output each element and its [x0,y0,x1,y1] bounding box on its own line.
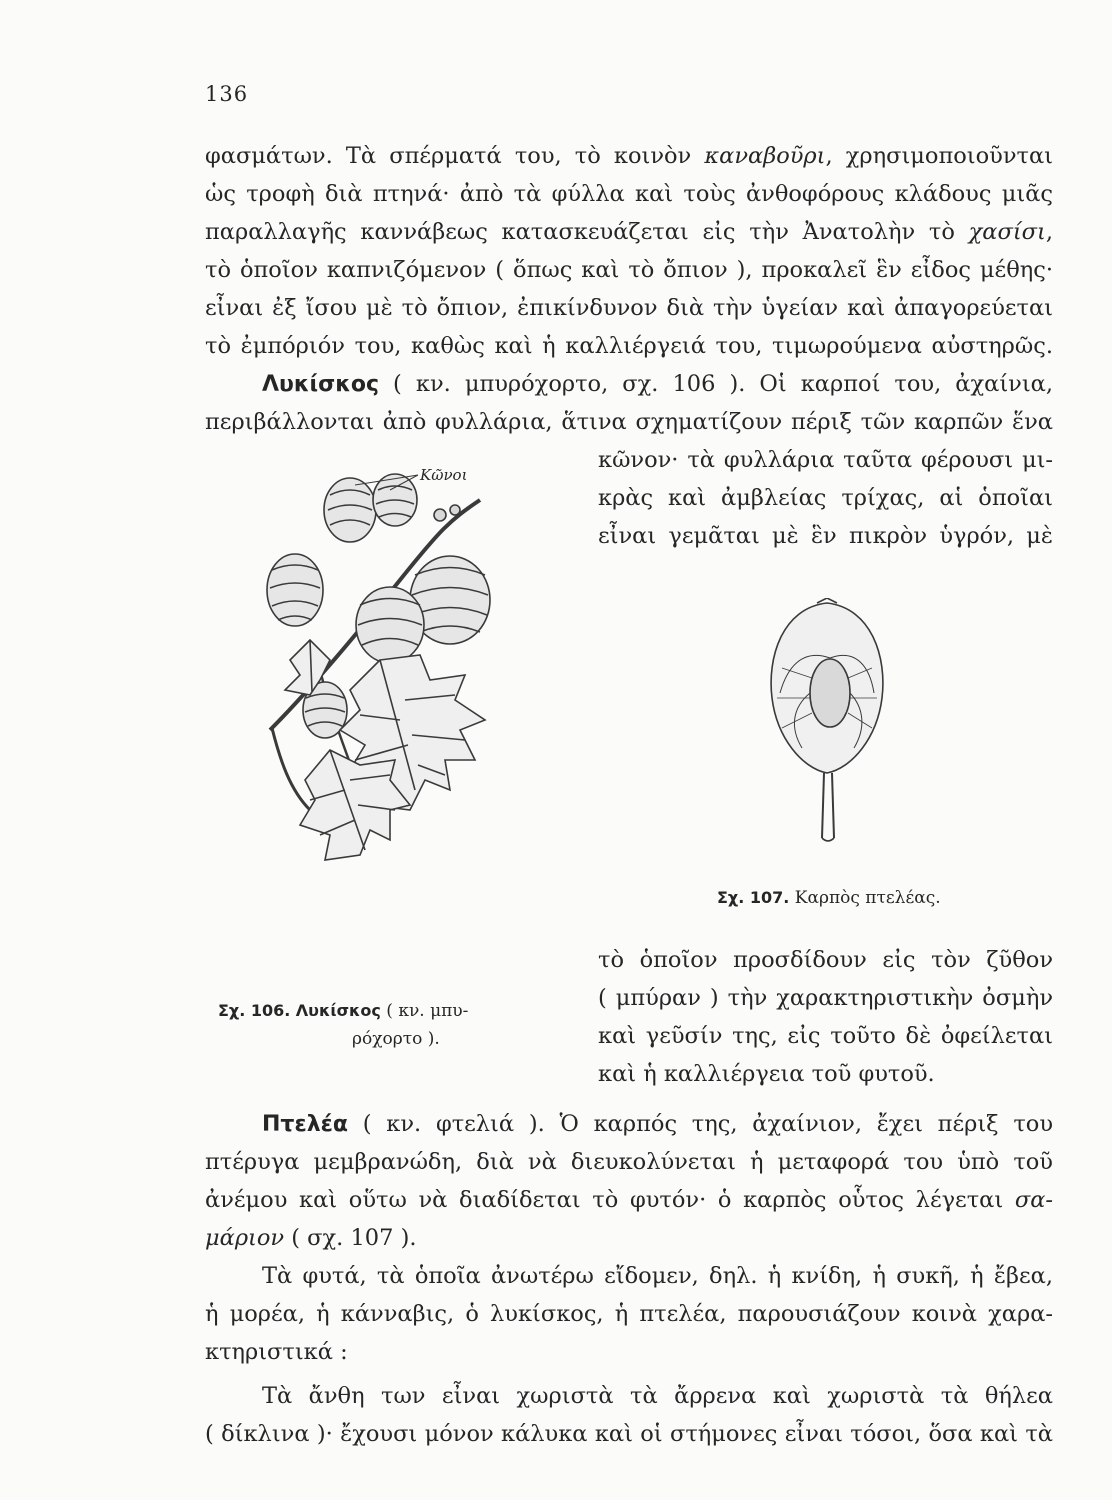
figure106-caption-rest: ( κν. μπυ- [386,1001,469,1021]
text-line: κῶνον· τὰ φυλλάρια ταῦτα φέρουσι μι- [598,447,1053,473]
italic-term: μάριον [205,1225,285,1251]
text-line: ὡς τροφὴ διὰ πτηνά· ἀπὸ τὰ φύλλα καὶ τοὺς ἀνθοφόρους κλάδους μιᾶς [205,181,1053,207]
figure107-caption-number: Σχ. 107. [717,888,790,907]
text-line: Τὰ φυτά, τὰ ὁποῖα ἀνωτέρω εἴδομεν, δηλ. ἡ κνίδη, ἡ συκῆ, ἡ ἔβεα, [262,1263,1053,1289]
text-line: ( μπύραν ) τὴν χαρακτηριστικὴν ὀσμὴν [598,985,1053,1011]
text-line: καὶ ἡ καλλιέργεια τοῦ φυτοῦ. [598,1061,935,1087]
figure106-caption-number: Σχ. 106. [218,1001,291,1020]
text-line: ἀνέμου καὶ οὕτω νὰ διαδίδεται τὸ φυτόν· ὁ καρπὸς οὗτος λέγεται σα- [205,1187,1053,1213]
figure107-caption [717,890,941,907]
page-number: 136 [205,82,249,106]
heading-line-ptelea: Πτελέα ( κν. φτελιά ). Ὁ καρπός της, ἀχαίνιον, ἔχει πέριξ του [262,1111,1053,1137]
text-line: Τὰ ἄνθη των εἶναι χωριστὰ τὰ ἄρρενα καὶ χωριστὰ τὰ θήλεα [262,1383,1053,1409]
text-line: κτηριστικά : [205,1339,348,1365]
text-line: εἶναι ἐξ ἴσου μὲ τὸ ὄπιον, ἐπικίνδυνον διὰ τὴν ὑγείαν καὶ ἀπαγορεύεται [205,295,1053,321]
text-line: τὸ ἐμπόριόν του, καθὼς καὶ ἡ καλλιέργειά του, τιμωρούμενα αὐστηρῶς. [205,333,1053,359]
text-line: καὶ γεῦσίν της, εἰς τοῦτο δὲ ὀφείλεται [598,1023,1053,1049]
text-line: παραλλαγῆς καννάβεως κατασκευάζεται εἰς τὴν Ἀνατολὴν τὸ χασίσι, [205,219,1053,245]
figure107-caption-text: Καρπὸς πτελέας. [794,888,941,908]
text-line: εἶναι γεμᾶται μὲ ἓν πικρὸν ὑγρόν, μὲ [598,523,1053,549]
heading-line-lykiskos: Λυκίσκος ( κν. μπυρόχορτο, σχ. 106 ). Οἱ καρποί του, ἀχαίνια, [262,371,1053,397]
text-line: μάριον ( σχ. 107 ). [205,1225,417,1251]
text-line: ( δίκλινα )· ἔχουσι μόνον κάλυκα καὶ οἱ στήμονες εἶναι τόσοι, ὅσα καὶ τὰ [205,1421,1053,1447]
text-line: ἡ μορέα, ἡ κάνναβις, ὁ λυκίσκος, ἡ πτελέα, παρουσιάζουν κοινὰ χαρα- [205,1301,1053,1327]
figure106-caption [218,1003,468,1020]
text-line: περιβάλλονται ἀπὸ φυλλάρια, ἅτινα σχηματίζουν πέριξ τῶν καρπῶν ἕνα [205,409,1053,435]
italic-term: χασίσι [968,219,1046,245]
italic-term: καναβοῦρι [704,143,826,169]
bold-term: Πτελέα [262,1112,348,1137]
text-line: τὸ ὁποῖον καπνιζόμενον ( ὅπως καὶ τὸ ὄπιον ), προκαλεῖ ἓν εἶδος μέθης· [205,257,1053,283]
elm-fruit-illustration [762,598,892,848]
figure106-caption-name: Λυκίσκος [295,1001,381,1020]
figure106-label: Κῶνοι [420,466,468,484]
text-line: πτέρυγα μεμβρανώδη, διὰ νὰ διευκολύνεται ἡ μεταφορά του ὑπὸ τοῦ [205,1149,1053,1175]
bold-term: Λυκίσκος [262,372,380,397]
text-line: κρὰς καὶ ἀμβλείας τρίχας, αἱ ὁποῖαι [598,485,1053,511]
figure106-caption-line2: ρόχορτο ). [352,1029,440,1049]
text-line: τὸ ὁποῖον προσδίδουν εἰς τὸν ζῦθον [598,947,1053,973]
hop-branch-illustration [250,460,580,880]
text-line: φασμάτων. Τὰ σπέρματά του, τὸ κοινὸν καναβοῦρι, χρησιμοποιοῦνται [205,143,1053,169]
italic-term: σα- [1014,1187,1053,1213]
